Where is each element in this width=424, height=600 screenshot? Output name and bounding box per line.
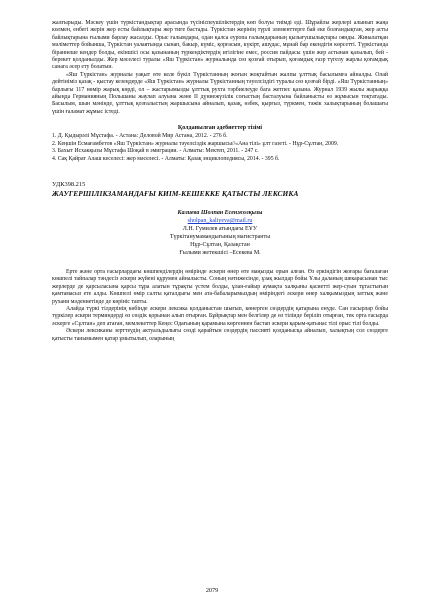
references-heading: Қолданылған әдебиеттер тізімі [177,125,263,132]
top-paragraph-1: жалғырыды. Мәскеу үшін түркістандықтар арасында түсініспеушіліктердің көп болуы тиімді еді. Шұрайлы жерлері алынып жаңа көлмен, енбегі жерін жер есты байлықтары жер тиге бастады. Түркістан жерінің түрлі элементтерге бай еке болғандықтан, жер асты байлықтарына ғылыми барлау жасалды. Орыс ғалымдары, одан қалса еуропа ғалымдарының қызығушылықтары оянды. Жиналатқан мәліметтер бойынша, Түркістан уалаятында сынап, бакыр, күміс, қорғасын, күкірт, ашудас, мұнай бар екендігін көрсетті. Түркістанда біраннеше кеңдер болды, екіншісі осы қазынаның түркендіктердің игілігіне емес, россия пайдасы үшін жер астынан қазылып, бей - берекет қолданылды. Жер мәселесі туралы «Яш Түркістан» журналында сөз қозғай отырып, қоғамдық ғазр түгелу жарлы қоғамдық санага әсер ету болатын. [52,20,388,71]
author-supervisor: Ғылыми жетекшісі –Есекева М. [179,249,261,256]
author-program: Түркітанумамандығының магистранты [169,233,271,240]
author-city: Нұр-Сұлтан, Қазақстан [190,241,250,248]
reference-item: 1. Д. Қыдырәлі Мұстафа. - Астана: Деловой Мир Астана, 2012. - 276 б. [52,133,228,140]
udc-code: УДК398.215 [52,180,86,188]
author-name: Калиева Шолпан Есенжолқызы [177,209,263,216]
reference-item: 2. Кеңшін Есмағамбетов «Яш Түркістан» журналы тәуелсіздік жаршысы//«Ана тілі» ұлт газеті. - Нұр-Сұлтан, 2009. [52,140,339,147]
article-paragraph-1: Ерте және орта ғасырлардағы көшпенділердің өміріндe әскери өнер өте маңызды орын алған. Өз еркіндігін жоғары бағалаған көшпелі тайпалар тәндесіз әскери жүйені құрумен айналысты. Соның нәтижесінде, ұзақ жылдар бойы Ұлы даланың шекарасынан тыс жерлерде де қарсыласына қарсы тұра алатын тұрақты үстем болды, ұлан-ғайыр аумақта халқыны қасиетті жер-суын тұтастығын қамтамасыз ете алды. Көшпелі өмір салты қаталдығы мен ата-бабаларымыздың өміріндегі әскери өнер халқымыздың заттық және рухани мәдениетінде де көрініс тапты. [52,268,388,305]
article-paragraph-2: Алайда түркі тілдерінің көбінде әскери лексика қолданыстан шығып, көнерген сөздердің қатарына енуде. Сан ғасырлар бойы түркілер әскери терминдерді өз сөздік қорынан алып отырған. Бұйрықтар мен белгілер де өз тілінде беріліп отырған, тек орта ғасырда әскерге «Сұлтан» деп атаған, мемлекеттер Кеңес Одағының қарамына көргеннен бастап әскери қарым-қатынас тілі орыс тілі болды. [52,305,388,327]
article-paragraph-3: Әскери лексиканы зерттеудің актуальдылығы сөзді қарайтын сөздердің пассивті қолданысқа айналып, халықтың сол сөздерге қатысты танымымен қатар ұмытылып, оларының [52,328,388,342]
article-title: ЖАУГЕРШІЛІКЗАМАНДАҒЫ КИІМ-КЕШЕККЕ ҚАТЫСТЫ ЛЕКСИКА [52,188,299,198]
page-number: 2079 [205,587,219,594]
reference-item: 3. Бахыт Исхакқызы Мұстафа Шоқай в эмиграции. - Алматы: Мектеп, 2011. - 247 с. [52,148,259,155]
article-body [52,269,388,343]
top-paragraph-2: «Яш Түркістан» журналы уақыт өте келе бүкіл Түркістанның жоғын жоқтайтын жалпы ұлттық басылымға айналды. Олай дейтініміз қазақ - қыстау кезеңдерде «Яш Түркістан» журналы Түркістанның тәуелсіздігі туралы сөз қозғай бірді. «Яш Түркістанның» барлығы 117 нөмір жарық көрді, ол – жастарымызды ұлттық рухта тәрбиелеуде бага жетпес қазына. Журнал 1939 жылы жарыққа айыңда Германияның Польшаны жаулап алуына және II дүниежүзілік соғыстың басталуына байланысты өз жұмысын тоқтатады. Басылым, шын мәнінде, ұлттық қозғалыстың жаршысына айналып, қазақ, өзбек, қырғыз, түркмен, тәжік халықтарының болашағы үшін ғаламат жұмыс істеді. [52,71,388,115]
references-list [52,133,388,163]
author-university: Л.Н. Гумилев атындағы ЕҰУ [182,225,258,232]
author-email-link[interactable]: sholpan_kaliyeva@mail.ru [187,217,253,224]
author-block [52,209,388,257]
reference-item: 4. Сақ Қайрат Алаш кеселесі: жер мәселесі. - Алматы: Қазақ энциклопедиясы, 2014. - 395 б. [52,155,280,162]
